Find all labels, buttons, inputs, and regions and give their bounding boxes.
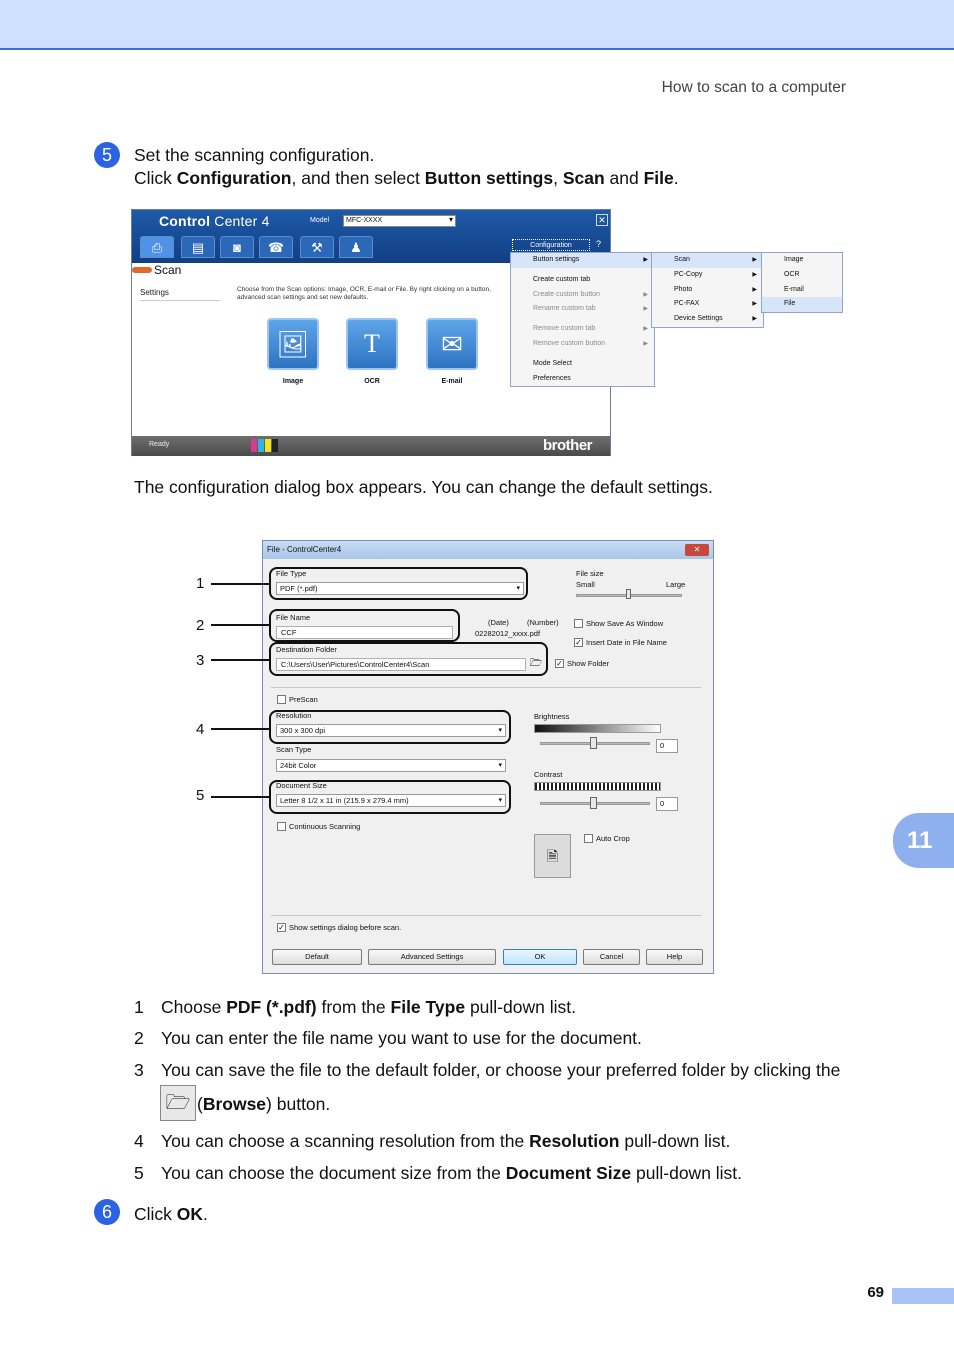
help-button[interactable]: ? <box>596 239 602 249</box>
person-icon: ♟ <box>350 240 362 255</box>
menu-item-pc-fax[interactable]: PC-FAX ▶ <box>652 297 763 312</box>
model-select[interactable]: MFC-XXXX ▾ <box>343 215 456 227</box>
browse-folder-icon[interactable]: 🗁 <box>529 658 543 669</box>
continuous-scanning-label: Continuous Scanning <box>289 822 361 831</box>
submenu-arrow-icon: ▶ <box>643 326 648 333</box>
callout-line-5 <box>211 796 269 798</box>
ink-yellow <box>265 439 271 452</box>
auto-crop-checkbox[interactable] <box>584 834 593 843</box>
copy-icon: ▤ <box>191 240 205 255</box>
auto-crop-label: Auto Crop <box>596 834 630 843</box>
show-folder-checkbox[interactable]: ✓ <box>556 659 563 668</box>
menu-item-ocr[interactable]: OCR <box>784 270 800 278</box>
show-folder-label: Show Folder <box>567 659 610 668</box>
image-icon: 🖼 <box>276 329 310 359</box>
document-size-select[interactable]: Letter 8 1/2 x 11 in (215.9 x 279.4 mm) ▾ <box>276 794 506 807</box>
dialog-title: File - ControlCenter4 <box>267 545 342 554</box>
brightness-gradient <box>534 724 661 733</box>
list-item-3: You can save the file to the default folder, or choose your preferred folder by clicking the <box>161 1060 841 1080</box>
status-bar <box>132 436 610 456</box>
divider <box>271 915 701 916</box>
dialog-titlebar <box>263 541 713 559</box>
menu-item-pc-copy[interactable]: PC-Copy ▶ <box>652 268 763 283</box>
file-size-label: File size <box>576 569 604 578</box>
ink-cyan <box>258 439 264 452</box>
contrast-label: Contrast <box>534 770 563 779</box>
advanced-settings-button[interactable]: Advanced Settings <box>368 949 496 965</box>
configuration-menu <box>510 252 655 387</box>
callout-3: 3 <box>196 652 205 669</box>
tab-support[interactable] <box>339 236 373 258</box>
callout-line-4 <box>211 728 269 730</box>
footer-bar <box>892 1288 954 1304</box>
file-config-dialog <box>262 540 714 974</box>
brightness-slider-thumb[interactable] <box>590 737 597 749</box>
scanner-icon: ⎙ <box>151 240 163 255</box>
step-6-badge: 6 <box>94 1199 120 1225</box>
file-size-large-label: Large <box>666 580 686 589</box>
menu-item-email[interactable]: E-mail <box>784 285 804 293</box>
scan-type-select[interactable]: 24bit Color ▾ <box>276 759 506 772</box>
email-button-label: E-mail <box>441 378 463 385</box>
file-name-input[interactable]: CCF <box>276 626 453 639</box>
submenu-arrow-icon: ▶ <box>752 271 757 278</box>
file-name-label: File Name <box>276 613 311 622</box>
dialog-close-icon[interactable]: ✕ <box>685 544 709 556</box>
tab-device-settings[interactable] <box>300 236 334 258</box>
prescan-checkbox[interactable] <box>277 695 286 704</box>
list-number-1: 1 <box>134 997 144 1017</box>
callout-line-3 <box>211 659 269 661</box>
highlight-ring-file-type <box>269 567 528 600</box>
show-save-as-label: Show Save As Window <box>586 619 664 628</box>
submenu-arrow-icon: ▶ <box>643 257 648 263</box>
destination-folder-input[interactable]: C:\Users\User\Pictures\ControlCenter4\Scan <box>276 658 526 671</box>
chapter-tab: 11 <box>893 813 954 868</box>
submenu-arrow-icon: ▶ <box>752 316 757 323</box>
menu-item-create-custom-tab[interactable]: Create custom tab <box>533 275 591 283</box>
page-number: 69 <box>867 1284 884 1301</box>
submenu-arrow-icon: ▶ <box>752 257 757 263</box>
list-item-5: You can choose the document size from the Document Size pull-down list. <box>161 1163 743 1183</box>
submenu-arrow-icon: ▶ <box>643 306 648 313</box>
submenu-arrow-icon: ▶ <box>643 340 648 347</box>
number-label: (Number) <box>527 618 559 627</box>
menu-item-preferences[interactable]: Preferences <box>533 374 571 382</box>
brightness-label: Brightness <box>534 712 570 721</box>
default-button[interactable]: Default <box>272 949 362 965</box>
file-type-label: File Type <box>276 569 307 578</box>
insert-date-checkbox[interactable]: ✓ <box>575 638 582 647</box>
brightness-value[interactable]: 0 <box>656 739 678 753</box>
list-item-1: Choose PDF (*.pdf) from the File Type pull-down list. <box>161 997 576 1017</box>
dialog-intro-text: The configuration dialog box appears. You can change the default settings. <box>134 477 713 497</box>
ocr-icon: T <box>364 329 380 358</box>
highlight-ring-resolution <box>269 710 511 744</box>
callout-line-2 <box>211 624 269 626</box>
scan-description: Choose from the Scan options: Image, OCR, E-mail or File. By right clicking on a button, advanced scan settings and set new defaults. <box>237 286 491 301</box>
tab-scan[interactable] <box>140 236 174 258</box>
fax-icon: ☎ <box>267 240 285 255</box>
menu-item-mode-select[interactable]: Mode Select <box>533 359 572 367</box>
continuous-scanning-checkbox[interactable] <box>277 822 286 831</box>
ink-magenta <box>251 439 257 452</box>
highlight-ring-file-name <box>269 609 460 642</box>
show-settings-checkbox[interactable]: ✓ <box>278 923 285 932</box>
ocr-button[interactable] <box>346 318 398 370</box>
highlight-ring-document-size <box>269 780 511 814</box>
list-number-3: 3 <box>134 1060 144 1080</box>
resolution-label: Resolution <box>276 711 312 720</box>
list-number-5: 5 <box>134 1163 144 1183</box>
menu-item-remove-custom-tab[interactable]: Remove custom tab ▶ <box>511 322 654 337</box>
file-size-small-label: Small <box>576 580 595 589</box>
ocr-button-label: OCR <box>364 378 380 385</box>
tools-icon: ⚒ <box>311 240 323 255</box>
submenu-arrow-icon: ▶ <box>752 286 757 293</box>
date-label: (Date) <box>488 618 509 627</box>
controlcenter-app-title: Control Center 4 <box>159 213 270 229</box>
callout-1: 1 <box>196 575 205 592</box>
highlight-ring-destination <box>269 642 548 676</box>
status-text: Ready <box>149 441 170 448</box>
file-type-select[interactable]: PDF (*.pdf) ▾ <box>276 582 524 595</box>
contrast-slider-thumb[interactable] <box>590 797 597 809</box>
image-button-label: Image <box>282 378 304 385</box>
email-button[interactable] <box>426 318 478 370</box>
step-5-badge: 5 <box>94 142 120 168</box>
menu-item-file[interactable]: File <box>762 297 842 312</box>
header-band <box>0 0 954 50</box>
controlcenter-close-icon[interactable]: ✕ <box>596 214 608 226</box>
camera-icon: ◙ <box>233 240 241 255</box>
sidebar-settings[interactable]: Settings <box>140 288 220 301</box>
scan-tab-accent <box>132 267 152 273</box>
list-item-4: You can choose a scanning resolution from the Resolution pull-down list. <box>161 1131 731 1151</box>
insert-date-label: Insert Date in File Name <box>586 638 667 647</box>
menu-item-create-custom-button[interactable]: Create custom button ▶ <box>511 288 654 303</box>
divider <box>271 687 701 688</box>
list-item-2: You can enter the file name you want to use for the document. <box>161 1028 642 1048</box>
menu-item-photo[interactable]: Photo ▶ <box>652 283 763 298</box>
destination-folder-label: Destination Folder <box>276 645 337 654</box>
step-5-line-1: Set the scanning configuration. <box>134 145 375 165</box>
scan-submenu <box>761 252 843 313</box>
menu-item-image[interactable]: Image <box>784 256 804 263</box>
image-button[interactable] <box>267 318 319 370</box>
show-save-as-checkbox[interactable] <box>574 619 583 628</box>
submenu-arrow-icon: ▶ <box>752 301 757 308</box>
contrast-pattern <box>534 782 661 791</box>
file-size-slider-thumb[interactable] <box>626 589 631 599</box>
resolution-select[interactable]: 300 x 300 dpi ▾ <box>276 724 506 737</box>
menu-item-button-settings[interactable]: Button settings ▶ <box>511 253 654 268</box>
model-label: Model <box>310 217 330 224</box>
scan-type-label: Scan Type <box>276 745 312 754</box>
browse-folder-icon: 🗁 <box>160 1085 196 1121</box>
callout-5: 5 <box>196 787 205 804</box>
auto-crop-preview-icon: 🗎 <box>534 834 571 878</box>
list-number-4: 4 <box>134 1131 144 1151</box>
configuration-button[interactable]: Configuration <box>512 239 590 251</box>
menu-item-device-settings[interactable]: Device Settings ▶ <box>652 312 763 327</box>
list-item-3-continued: (Browse) button. <box>197 1094 331 1114</box>
help-button[interactable]: Help <box>646 949 703 965</box>
menu-item-rename-custom-tab[interactable]: Rename custom tab ▶ <box>511 302 654 317</box>
page-header-title: How to scan to a computer <box>661 79 846 96</box>
button-settings-submenu <box>651 252 764 328</box>
submenu-arrow-icon: ▶ <box>643 291 648 298</box>
step-5-line-2: Click Configuration, and then select Button settings, Scan and File. <box>134 168 679 188</box>
menu-item-scan[interactable]: Scan ▶ <box>652 253 763 268</box>
ok-button[interactable]: OK <box>503 949 577 965</box>
step-6-text: Click OK. <box>134 1204 208 1224</box>
contrast-value[interactable]: 0 <box>656 797 678 811</box>
menu-item-remove-custom-button[interactable]: Remove custom button ▶ <box>511 337 654 352</box>
ink-black <box>272 439 278 452</box>
list-number-2: 2 <box>134 1028 144 1048</box>
tab-pc-copy[interactable] <box>181 236 215 258</box>
brother-logo: brother <box>543 437 592 454</box>
document-size-label: Document Size <box>276 781 327 790</box>
callout-4: 4 <box>196 721 205 738</box>
callout-2: 2 <box>196 617 205 634</box>
cancel-button[interactable]: Cancel <box>583 949 640 965</box>
scan-tab-label: Scan <box>154 263 182 277</box>
prescan-label: PreScan <box>289 695 318 704</box>
envelope-icon: ✉ <box>441 329 463 359</box>
file-name-suffix: 02282012_xxxx.pdf <box>475 629 541 638</box>
callout-line-1 <box>211 583 269 585</box>
show-settings-label: Show settings dialog before scan. <box>289 923 402 932</box>
tab-pc-fax[interactable] <box>259 236 293 258</box>
tab-photo[interactable] <box>220 236 254 258</box>
